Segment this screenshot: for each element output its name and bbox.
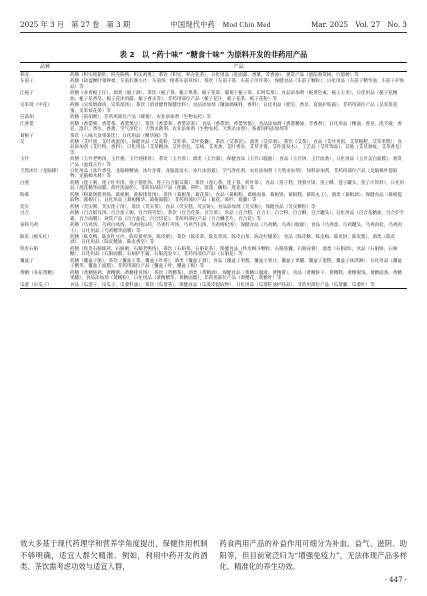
variety-name: 粉葛 (20, 192, 30, 198)
col-header-variety: 品种 (20, 63, 70, 72)
table-row (20, 282, 407, 289)
variety-name: 葛根子 (20, 133, 34, 139)
variety-name: 白莲 (20, 181, 30, 186)
product-list: 药膳（莲子粥、莲子红枣汤、莲子猪肚汤、莲子百合银耳羹），茶饮（莲心茶、莲子茶、荷叶茶），食品（莲子糕、莲蓉月饼、莲子酥、莲子罐头、莲子汁饮料），日化用品（莲花精华面膜、荷叶洗面奶），非药用部位产品（莲藕、荷叶、莲蓬、藕粉、莲花茶）等 (70, 181, 405, 192)
product-list: 药膳（铁皮石斛炖鸡、石斛粥、石斛老鸭汤），茶饮（石斛茶、石斛花茶），保健食品（铁皮枫斗颗粒、石斛胶囊、石斛浸膏），酒类（石斛酒），食品（石斛饼、石斛糖），日化用品（石斛面膜、石斛护手霜、石斛洗发水），非药用部位产品（石斛花）等 (70, 246, 398, 258)
table-row (20, 258, 407, 270)
variety-name: 信前胡 (20, 115, 34, 121)
body-text (20, 538, 407, 573)
variety-name: 枳壳 (20, 72, 30, 78)
table-row (20, 169, 407, 181)
body-column-right: 药食两用产品的补益作用可细分为补血、益气、滋阴、助阳等，但目前宽泛归为“增强免疫力”，无法体现产品多样化、精准化的养生功效。 (219, 539, 407, 572)
table-row (20, 79, 407, 91)
product-list: 药膳（劫盘粳叶猪棒柔、车前扒肠小汁、车前汤、绿茶车前草汤），茶饮（车前子茶、车前子洋洋茶），保健食品（车前子颗粒），日化用品（车前子精华油、车前子护肤品）等 (70, 79, 405, 90)
table-row (20, 223, 407, 235)
variety-name: 车前子 (20, 79, 34, 85)
table-row (20, 234, 407, 246)
product-list: 药膳（陈皮鸭、陈皮红豆沙、陈皮排骨汤、陈皮粥），茶饮（陈皮茶、陈皮普洱、陈皮白茶、陈皮柠檬茶），食品（陈皮糖、陈皮梅、陈皮饼、陈皮酱），酒类（陈皮酒），日化用品（陈皮精油、陈皮香皂）等 (70, 235, 396, 246)
table-row (20, 72, 407, 79)
product-list: 药膳（前胡粥），非药用部位产品（蜂蜜）、农业添加剂（生物农药）等 (70, 115, 211, 121)
table-row (20, 139, 407, 156)
header-issue: 2025 年 3 月 第 27 卷 第 3 期 (20, 20, 131, 29)
col-header-products: 产品 (70, 63, 407, 72)
variety-name: 百合 (20, 211, 30, 217)
variety-name: 天然冰片（龙脑樟） (20, 169, 61, 175)
product-list: 药膳（百合银耳汤、百合莲子粥、百合炖雪梨），茶饮（百合花茶、百合茶），食品（百合糕、百合干、百合粉、百合酥、百合罐头），日化用品（百合花精油、百合护手霜、百合面膜），观赏产品（百合盆花、百合切花），非药用部位产品（百合鳞茎片、百合花）等 (70, 211, 405, 222)
variety-name: 江栀子 (20, 91, 34, 97)
product-table (20, 62, 407, 289)
variety-name: 陈皮（樟头红） (20, 235, 52, 241)
product-list: 药膳（乌鸡汤、乌鸡白凤汤、乌鸡炖山药、乌鸡红枣汤、乌鸡当归汤、乌鸡枸杞汤），保健食品（乌鸡精、乌鸡口服液），食品（乌鸡蛋、乌鸡罐头、乌鸡肉松、乌鸡肉干），日化用品（乌鸡精华面膜）等 (70, 223, 402, 234)
table-body (20, 72, 407, 289)
product-list: 药膳（多香栀子仔），酒类（栀子酒），茶饮（栀子茶、栀子果茶、栀子花茶、葡萄干栀子茶、东阿瓜茶），食品添加剂（栀黄色素、栀子玉米），日化用品（栀子花精油、栀子花香皂、栀子花沐浴露、栀子香水等），非药用部位产品（栀子花片，栀子花茶，栀子花粉）等 (70, 91, 398, 102)
table-row (20, 211, 407, 223)
variety-name: 泰和乌鸡 (20, 223, 39, 229)
product-list: 食品（瓜蒌子、吊瓜子、瓜蒌籽油），茶饮（瓜蒌茶），保健食品（瓜蒌皮提取物），日化用品（瓜蒌籽油护肤品），非药用部位产品（瓜蒌藤、瓜蒌叶）等 (70, 282, 407, 289)
table-row (20, 157, 407, 169)
variety-name: 黄精（多花黄精） (20, 270, 57, 276)
product-list: 药膳（芡实粥、芡实莲子汤），茶饮（芡实茶），食品（芡实糕、芡实饼），食品添加剂（芡实粉），保健食品（芡实颗粒）等 (70, 204, 316, 210)
product-list: 药膳（香薷粥、香薷茶、香薷煲豆），茶饮（香薷茶、香薷凉茶），食品（香薷饼、香薷果酱），食品添加剂（香薷精油、芳香剂），日化用品（精油、香皂、洗手液、香皂、湿巾、香水、香薰、空气净化），天然杀菌剂、农业添加剂（生物农药、天然杀虫剂）、畜禽饲料添加剂等 (70, 121, 402, 132)
running-header (20, 16, 407, 33)
variety-name: 覆盆子 (20, 258, 34, 264)
product-list: 药膳（覆盆子粥），茶饮（覆盆子茶、覆盆子叶茶），酒类（覆盆子酒），食品（覆盆子果酱、覆盆子果汁、覆盆子果脯、覆盆子蛋糕、覆盆子冰淇淋），日化用品（覆盆子精华、覆盆子面膜），非药用部位产品（覆盆子叶、覆盆子根）等 (70, 258, 402, 270)
header-journal: 中国现代中药 Mod Chin Med (170, 21, 271, 29)
table-row (20, 103, 407, 115)
table-row (20, 121, 407, 133)
variety-name: 艾 (20, 140, 25, 146)
table-caption: 表 2 以 “药十味” “糖食十味” 为原料开发的非药用产品 (119, 50, 308, 59)
variety-name: 玉竹 (20, 157, 30, 163)
table-row (20, 180, 407, 192)
product-list: 药膳（粉葛煲猪骨汤、葛根粥、葛根排骨汤），茶饮（葛根茶、葛花茶），食品（葛根粉、葛根面条、葛根饼、葛根糕、葛粉丸子），酒类（葛根酒），保健食品（葛根提取物、葛根片），日化用品（葛根精华、葛根面膜），非药用部位产品（葛花、葛叶、葛藤）等 (70, 192, 402, 204)
product-list: 药膳（艾叶蛋、艾叶鸡蛋汤），保健食品（艾蒿粉、艾叶茶、艾叶胶囊）、茶饮（艾茶饮）、酒类（艾草酒）、茶饮（艾茶）、食品（艾叶青团、艾草糍粑、艾草米糕），食品添加剂（艾叶粉、香料），日化用品（艾草精油、艾叶浴包、艾绒、艾灸条、艾叶香皂、艾草牙膏、艾叶洗发水），工艺品（艾叶饰品），其他（艾草驱蚊、艾草香包）等 (70, 140, 405, 156)
product-list: 日化用品（冰片香皂、龙脑樟精油、冰片牙膏、龙脑洗发水、冰片沐浴露），空气净化剂，农业添加剂（天然杀虫剂）、饲料添加剂，非药用部位产品（龙脑樟叶提取物、龙脑樟木材）等 (70, 169, 398, 180)
table-row (20, 91, 407, 103)
product-list: 药膳（黄精炖鸡、黄精粥、黄精排骨汤），茶饮（黄精茶），酒类（黄精酒），保健食品（黄精口服液、黄精膏），食品（黄精饼干、黄精糕、黄精蜜饯、黄精面条、黄精果脯），食品添加剂（黄精粉），日化用品（黄精精华、黄精面膜），非药用部位产品（黄精花、黄精叶）等 (70, 270, 402, 281)
body-column-left: 效大多基于现代药理学和营养学角度提出，保健作用机制不够明确，适宜人群欠精准。例如，利用中药开发的酒类、茶饮需考虑功效与适宜人群， (20, 539, 208, 572)
product-list: 药膳（玉竹老鸭汤、玉竹粥、玉竹炖排骨），茶饮（玉竹茶），酒类（玉竹酒），保健食品（玉竹口服液），食品（玉竹饼、玉竹面条），日化用品（玉竹美白面膜），观赏产品（盆栽玉竹）等 (70, 157, 402, 168)
table-row (20, 246, 407, 258)
product-list: 茶饮（八味大发果茶饮），日化用品（精华液）等 (70, 133, 168, 139)
variety-name: 奕实 (20, 204, 30, 210)
variety-name: 吴茱萸（中花） (20, 103, 52, 109)
variety-name: 铁皮石斛 (20, 246, 39, 252)
header-issue-en: Mar. 2025 Vol. 27 No. 3 (310, 20, 407, 29)
product-list: 药膳（吴萸煨鹿肉、吴茱萸汤），茶饮（消食健胃保健饮料），食品添加剂（镶油调味料、香料），日化用品（肥皂、香皂、宽面护肤霜）、非药用部位产品（吴茱萸花蜜、吴茱萸花茶）等 (70, 103, 398, 114)
table-row (20, 192, 407, 204)
page-number: · 447 · (384, 576, 407, 584)
product-list: 药膳（积实炖猪肚、积壳陈鸭、积实鸡煲），茶饮（积实、积壳花茶），日化用品（洗面露、香薰、芳香油），观赏产品（庭院观赏树、行道树）等 (70, 72, 359, 78)
variety-name: 瓜蒌（吊瓜子） (20, 282, 70, 289)
table-header-row (20, 63, 407, 72)
variety-name: 江香薷 (20, 121, 34, 127)
table-row (20, 270, 407, 282)
